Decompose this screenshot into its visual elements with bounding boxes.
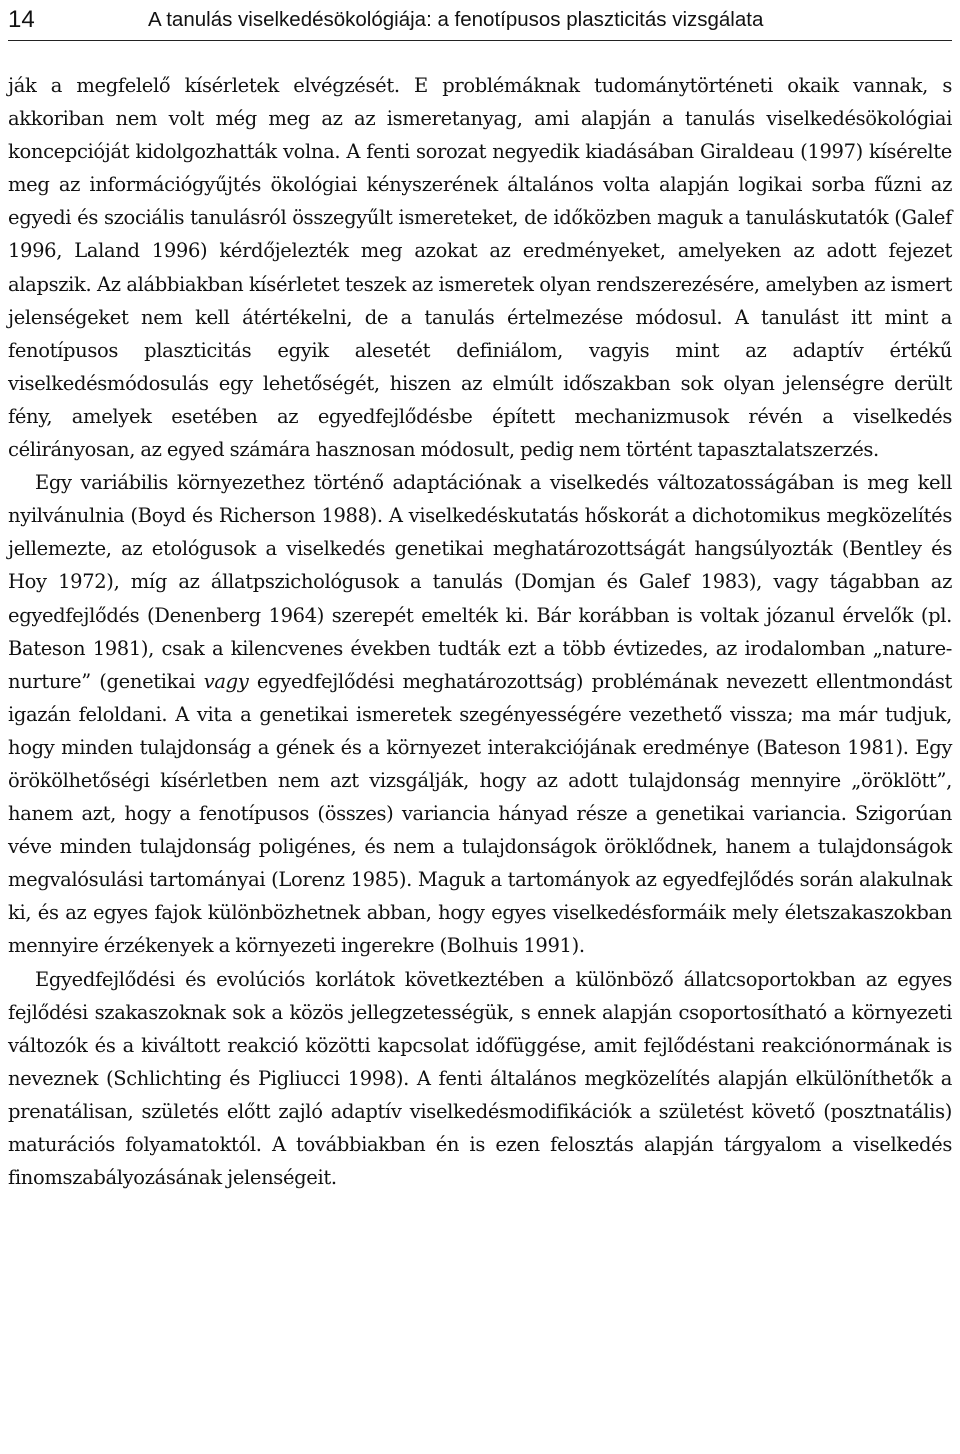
- running-title: A tanulás viselkedésökológiája: a fenotípusos plaszticitás vizsgálata: [148, 7, 764, 31]
- page-number: 14: [8, 6, 35, 33]
- paragraph-3: Egyedfejlődési és evolúciós korlátok következtében a különböző állatcsoportokban az egyes fejlődési szakaszoknak sok a közös jellegzetességük, s ennek alapján csoportosítható a környezeti változók és a kiváltott reakció közötti kapcsolat időfüggése, amit fejlődéstani reakciónormának is neveznek (Schlichting és Pigliucci 1998). A fenti általános megközelítés alapján elkülöníthetők a prenatálisan, születés előtt zajló adaptív viselkedésmodifikációk a születést követő (posztnatális) maturációs folyamatoktól. A továbbiakban én is ezen felosztás alapján tárgyalom a viselkedés finomszabályozásának jelenségeit.: [8, 967, 952, 1190]
- paragraph-2-part-2: egyedfejlődési meghatározottság) problémának nevezett ellentmondást igazán feloldani. A vita a genetikai ismeretek szegényességére vezethető vissza; ma már tudjuk, hogy minden tulajdonság a gének és a környezet interakciójának eredménye (Bateson 1981). Egy örökölhetőségi kísérletben nem azt vizsgálják, hogy az adott tulajdonság mennyire „öröklött”, hanem azt, hogy a fenotípusos (összes) variancia hányad része a genetikai variancia. Szigorúan véve minden tulajdonság poligénes, és nem a tulajdonságok öröklődnek, hanem a tulajdonságok megvalósulási tartományai (Lorenz 1985). Maguk a tartományok az egyedfejlődés során alakulnak ki, és az egyes fajok különbözhetnek abban, hogy egyes viselkedésformáik mely életszakaszokban mennyire érzékenyek a környezeti ingerekre (Bolhuis 1991).: [8, 669, 953, 958]
- header-rule: [8, 40, 952, 41]
- paragraph-2-part-1: Egy variábilis környezethez történő adaptációnak a viselkedés változatosságában is meg kell nyilvánulnia (Boyd és Richerson 1988). A viselkedéskutatás hőskorát a dichotomikus megközelítés jellemezte, az etológusok a viselkedés genetikai meghatározottságát hangsúlyozták (Bentley és Hoy 1972), míg az állatpszichológusok a tanulás (Domjan és Galef 1983), vagy tágabban az egyedfejlődés (Denenberg 1964) szerepét emelték ki. Bár korábban is voltak józanul érvelők (pl. Bateson 1981), csak a kilencvenes években tudták ezt a több évtizedes, az irodalomban „nature-nurture” (genetikai: [8, 471, 952, 693]
- page-header: [8, 0, 952, 40]
- paragraph-1: ják a megfelelő kísérletek elvégzését. E problémáknak tudománytörténeti okaik vannak, s akkoriban nem volt még meg az az ismeretanyag, ami alapján a tanulás viselkedésökológiai koncepcióját kidolgozhatták volna. A fenti sorozat negyedik kiadásában Giraldeau (1997) kísérelte meg az információgyűjtés ökológiai kényszerének általános volta alapján logikai sorba fűzni az egyedi és szociális tanulásról összegyűlt ismereteket, de időközben maguk a tanuláskutatók (Galef 1996, Laland 1996) kérdőjelezték meg azokat az eredményeket, amelyeken az adott fejezet alapszik. Az alábbiakban kísérletet teszek az ismeretek olyan rendszerezésére, amelyben az ismert jelenségeket nem kell átértékelni, de a tanulás értelmezése módosul. A tanulást itt mint a fenotípusos plaszticitás egyik alesetét definiálom, vagyis mint az adaptív értékű viselkedésmódosulás egy lehetőségét, hiszen az elmúlt időszakban sok olyan jelenségre derült fény, amelyek esetében az egyedfejlődésbe épített mechanizmusok révén a viselkedés célirányosan, az egyed számára hasznosan módosult, pedig nem történt tapasztalatszerzés.: [8, 74, 952, 462]
- body-text: [8, 69, 952, 1194]
- paragraph-2-italic-word: vagy: [203, 669, 249, 693]
- paragraph-2: [8, 466, 952, 962]
